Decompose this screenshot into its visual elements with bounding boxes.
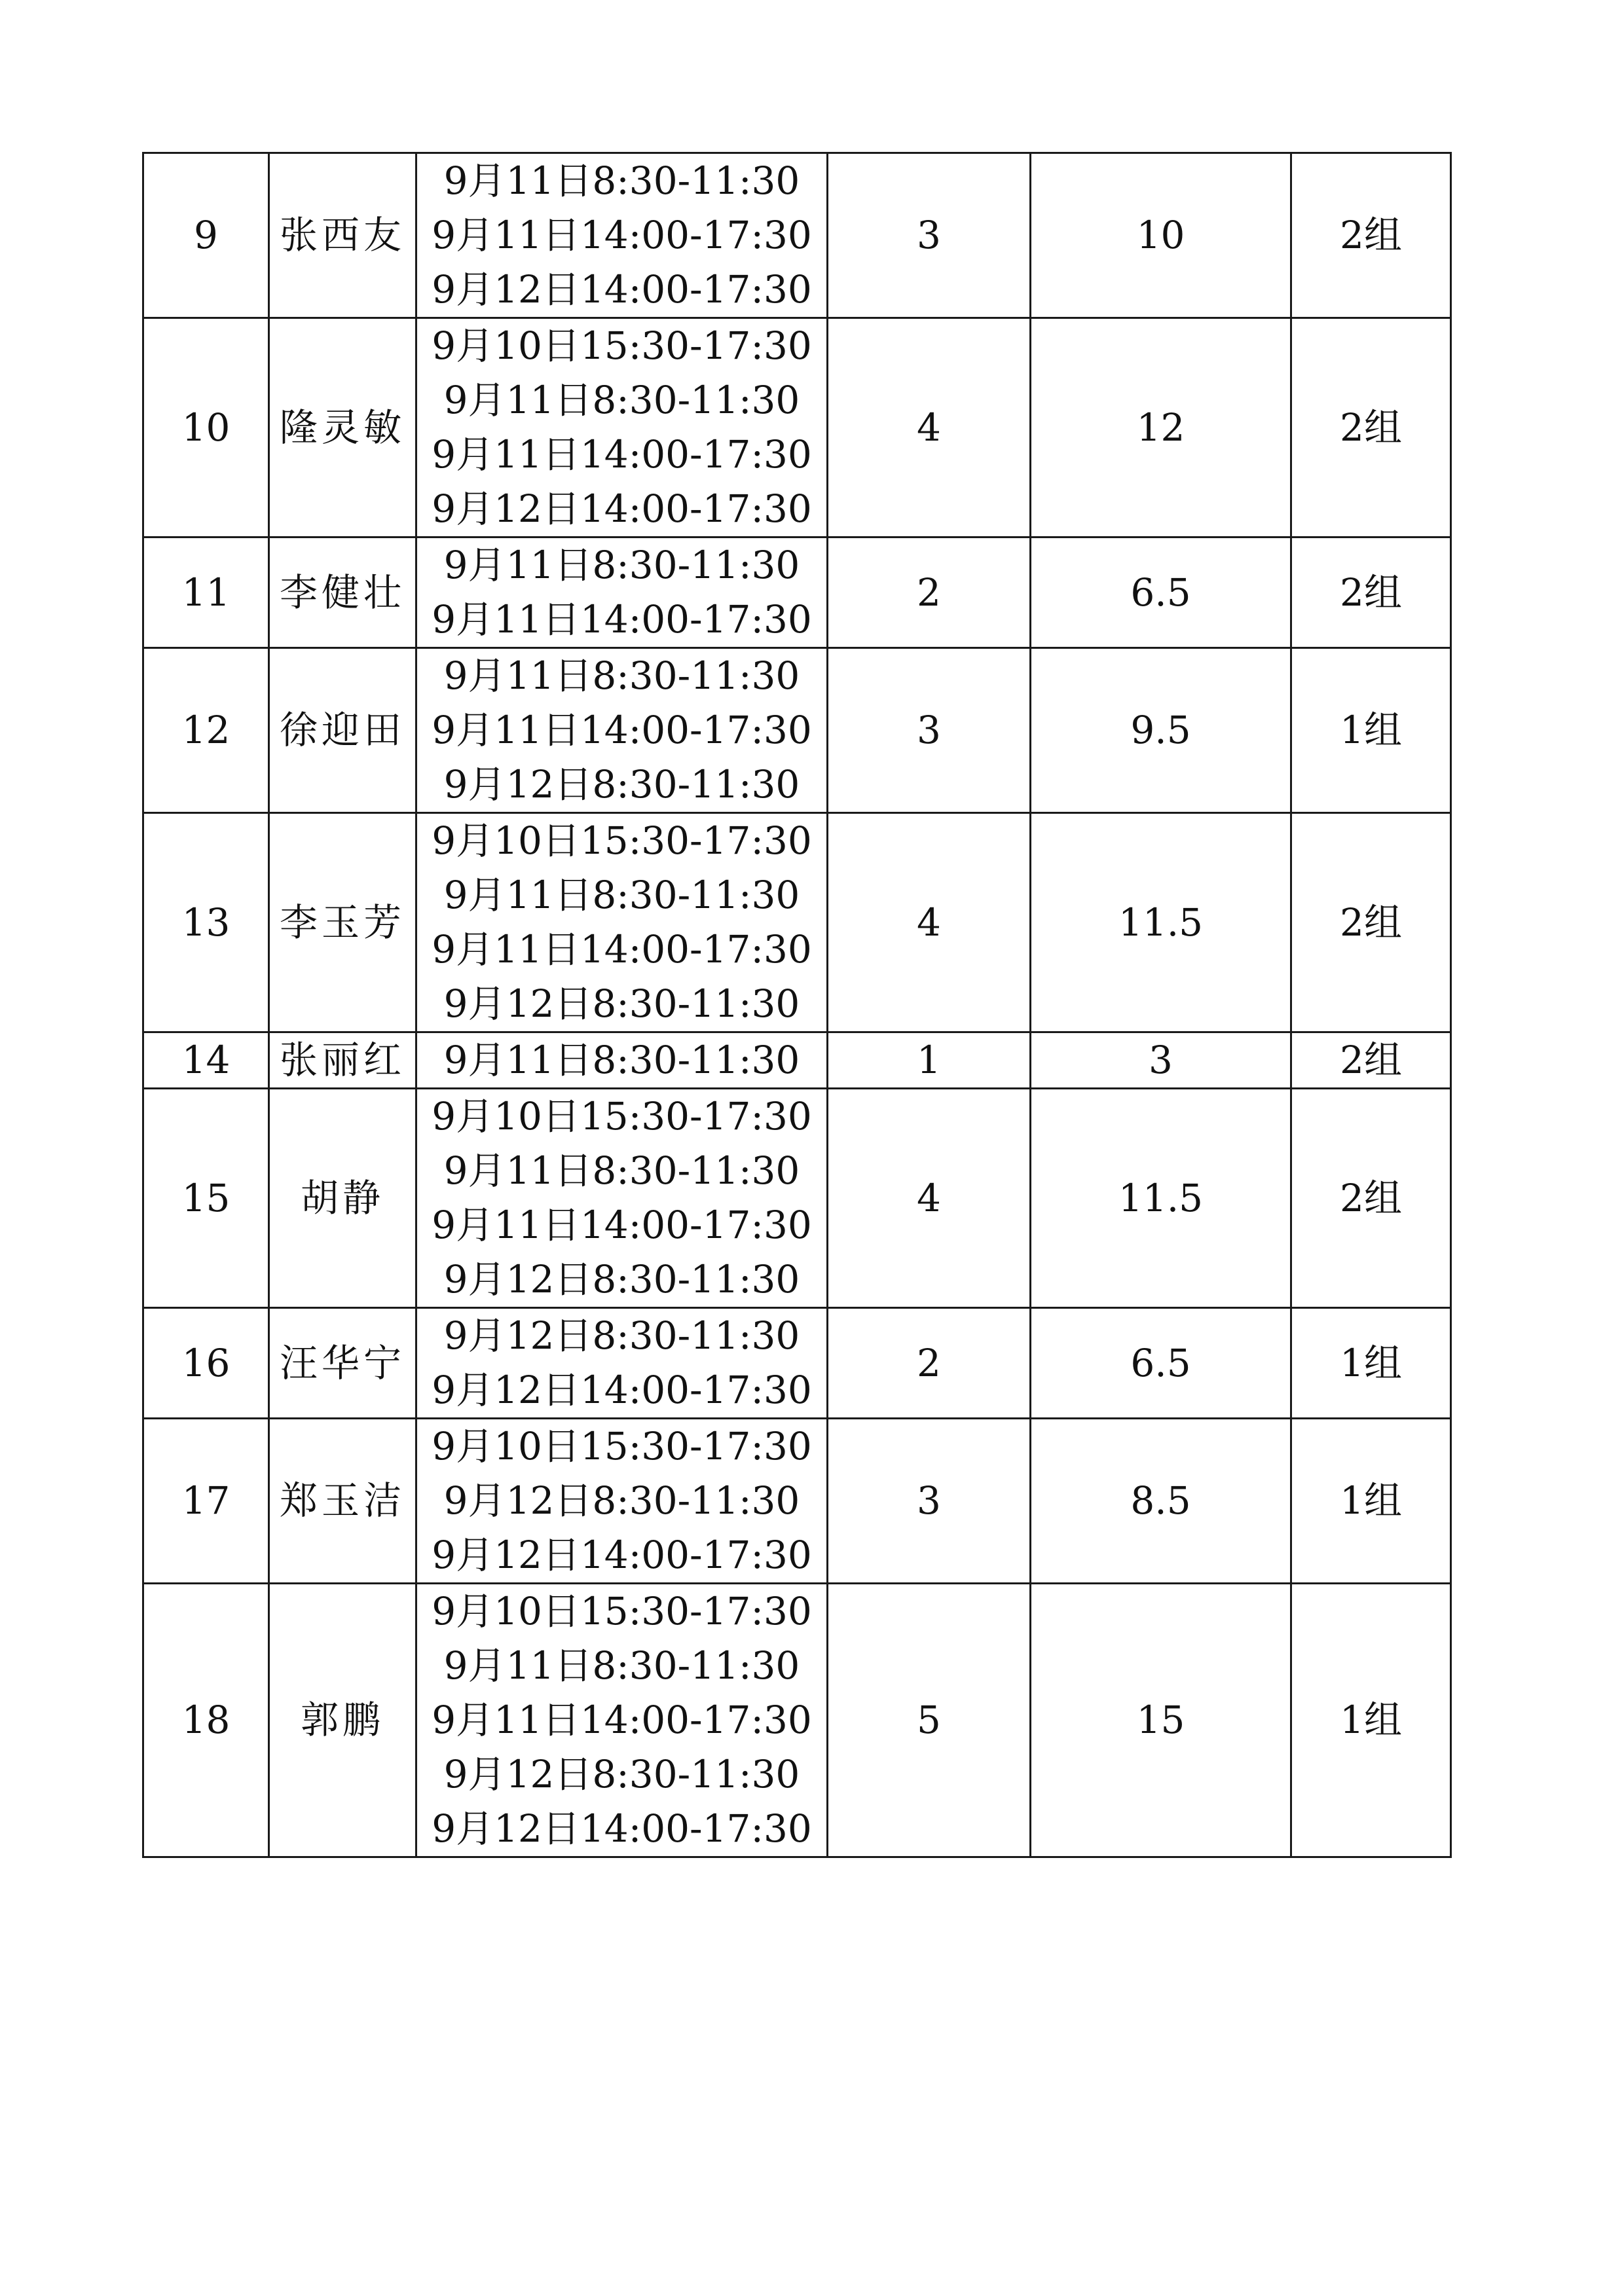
group-cell: 2组 bbox=[1291, 538, 1451, 648]
schedule-table bbox=[142, 152, 1452, 1858]
time-slot: 9月12日8:30-11:30 bbox=[443, 1752, 800, 1796]
group-cell: 2组 bbox=[1291, 153, 1451, 318]
group-cell: 1组 bbox=[1291, 1308, 1451, 1419]
time-slot: 9月11日8:30-11:30 bbox=[443, 1148, 800, 1193]
time-slot: 9月10日15:30-17:30 bbox=[432, 323, 812, 368]
name-cell: 徐迎田 bbox=[269, 648, 416, 813]
session-count-cell: 3 bbox=[828, 648, 1031, 813]
row-number-cell: 10 bbox=[143, 318, 269, 538]
time-slot: 9月10日15:30-17:30 bbox=[432, 1589, 812, 1633]
time-slot: 9月12日14:00-17:30 bbox=[432, 486, 812, 531]
time-slot: 9月11日14:00-17:30 bbox=[432, 708, 812, 752]
time-slot: 9月11日8:30-11:30 bbox=[443, 873, 800, 917]
time-slots-cell bbox=[416, 153, 828, 318]
time-slot: 9月11日14:00-17:30 bbox=[432, 432, 812, 477]
row-number-cell: 11 bbox=[143, 538, 269, 648]
time-slot: 9月10日15:30-17:30 bbox=[432, 818, 812, 863]
table-row bbox=[143, 153, 1451, 318]
hours-cell: 6.5 bbox=[1031, 538, 1291, 648]
hours-cell: 9.5 bbox=[1031, 648, 1291, 813]
time-slots-cell bbox=[416, 648, 828, 813]
session-count-cell: 3 bbox=[828, 1419, 1031, 1584]
time-slot: 9月10日15:30-17:30 bbox=[432, 1094, 812, 1139]
name-cell: 郭鹏 bbox=[269, 1584, 416, 1857]
session-count-cell: 4 bbox=[828, 1089, 1031, 1308]
time-slot: 9月12日14:00-17:30 bbox=[432, 1533, 812, 1577]
schedule-body bbox=[143, 153, 1451, 1857]
table-row bbox=[143, 1419, 1451, 1584]
session-count-cell: 5 bbox=[828, 1584, 1031, 1857]
table-row bbox=[143, 1308, 1451, 1419]
group-cell: 2组 bbox=[1291, 318, 1451, 538]
time-slot: 9月11日8:30-11:30 bbox=[443, 543, 800, 587]
time-slot: 9月11日14:00-17:30 bbox=[432, 1203, 812, 1247]
name-cell: 郑玉洁 bbox=[269, 1419, 416, 1584]
time-slots-cell bbox=[416, 1584, 828, 1857]
time-slot: 9月12日14:00-17:30 bbox=[432, 267, 812, 312]
session-count-cell: 2 bbox=[828, 1308, 1031, 1419]
name-cell: 李健壮 bbox=[269, 538, 416, 648]
name-cell: 胡静 bbox=[269, 1089, 416, 1308]
name-cell: 张丽红 bbox=[269, 1032, 416, 1089]
group-cell: 2组 bbox=[1291, 1089, 1451, 1308]
group-cell: 1组 bbox=[1291, 1584, 1451, 1857]
table-row bbox=[143, 1089, 1451, 1308]
session-count-cell: 4 bbox=[828, 318, 1031, 538]
time-slot: 9月11日14:00-17:30 bbox=[432, 1698, 812, 1742]
time-slot: 9月12日8:30-11:30 bbox=[443, 1257, 800, 1302]
hours-cell: 3 bbox=[1031, 1032, 1291, 1089]
row-number-cell: 16 bbox=[143, 1308, 269, 1419]
time-slot: 9月10日15:30-17:30 bbox=[432, 1424, 812, 1468]
time-slot: 9月11日8:30-11:30 bbox=[443, 1038, 800, 1082]
group-cell: 2组 bbox=[1291, 1032, 1451, 1089]
time-slots-cell bbox=[416, 318, 828, 538]
time-slots-cell bbox=[416, 1032, 828, 1089]
time-slots-cell bbox=[416, 1089, 828, 1308]
hours-cell: 6.5 bbox=[1031, 1308, 1291, 1419]
session-count-cell: 2 bbox=[828, 538, 1031, 648]
time-slot: 9月11日8:30-11:30 bbox=[443, 653, 800, 698]
table-row bbox=[143, 813, 1451, 1032]
table-row bbox=[143, 648, 1451, 813]
time-slot: 9月11日14:00-17:30 bbox=[432, 927, 812, 972]
time-slots-cell bbox=[416, 813, 828, 1032]
name-cell: 汪华宁 bbox=[269, 1308, 416, 1419]
row-number-cell: 12 bbox=[143, 648, 269, 813]
group-cell: 1组 bbox=[1291, 648, 1451, 813]
group-cell: 1组 bbox=[1291, 1419, 1451, 1584]
name-cell: 李玉芳 bbox=[269, 813, 416, 1032]
session-count-cell: 3 bbox=[828, 153, 1031, 318]
time-slot: 9月12日8:30-11:30 bbox=[443, 1478, 800, 1523]
session-count-cell: 1 bbox=[828, 1032, 1031, 1089]
time-slot: 9月11日8:30-11:30 bbox=[443, 158, 800, 203]
hours-cell: 11.5 bbox=[1031, 813, 1291, 1032]
row-number-cell: 13 bbox=[143, 813, 269, 1032]
hours-cell: 12 bbox=[1031, 318, 1291, 538]
time-slot: 9月12日8:30-11:30 bbox=[443, 981, 800, 1026]
hours-cell: 11.5 bbox=[1031, 1089, 1291, 1308]
table-row bbox=[143, 538, 1451, 648]
time-slots-cell bbox=[416, 1419, 828, 1584]
group-cell: 2组 bbox=[1291, 813, 1451, 1032]
table-row bbox=[143, 1584, 1451, 1857]
time-slot: 9月12日8:30-11:30 bbox=[443, 1313, 800, 1358]
time-slot: 9月11日8:30-11:30 bbox=[443, 378, 800, 422]
row-number-cell: 14 bbox=[143, 1032, 269, 1089]
row-number-cell: 9 bbox=[143, 153, 269, 318]
table-row bbox=[143, 1032, 1451, 1089]
name-cell: 张西友 bbox=[269, 153, 416, 318]
name-cell: 隆灵敏 bbox=[269, 318, 416, 538]
time-slots-cell bbox=[416, 1308, 828, 1419]
time-slot: 9月11日14:00-17:30 bbox=[432, 597, 812, 642]
time-slot: 9月11日14:00-17:30 bbox=[432, 213, 812, 257]
row-number-cell: 18 bbox=[143, 1584, 269, 1857]
hours-cell: 10 bbox=[1031, 153, 1291, 318]
time-slot: 9月11日8:30-11:30 bbox=[443, 1643, 800, 1688]
time-slot: 9月12日14:00-17:30 bbox=[432, 1368, 812, 1412]
row-number-cell: 15 bbox=[143, 1089, 269, 1308]
table-row bbox=[143, 318, 1451, 538]
hours-cell: 8.5 bbox=[1031, 1419, 1291, 1584]
hours-cell: 15 bbox=[1031, 1584, 1291, 1857]
time-slot: 9月12日8:30-11:30 bbox=[443, 762, 800, 807]
time-slots-cell bbox=[416, 538, 828, 648]
row-number-cell: 17 bbox=[143, 1419, 269, 1584]
session-count-cell: 4 bbox=[828, 813, 1031, 1032]
time-slot: 9月12日14:00-17:30 bbox=[432, 1806, 812, 1851]
